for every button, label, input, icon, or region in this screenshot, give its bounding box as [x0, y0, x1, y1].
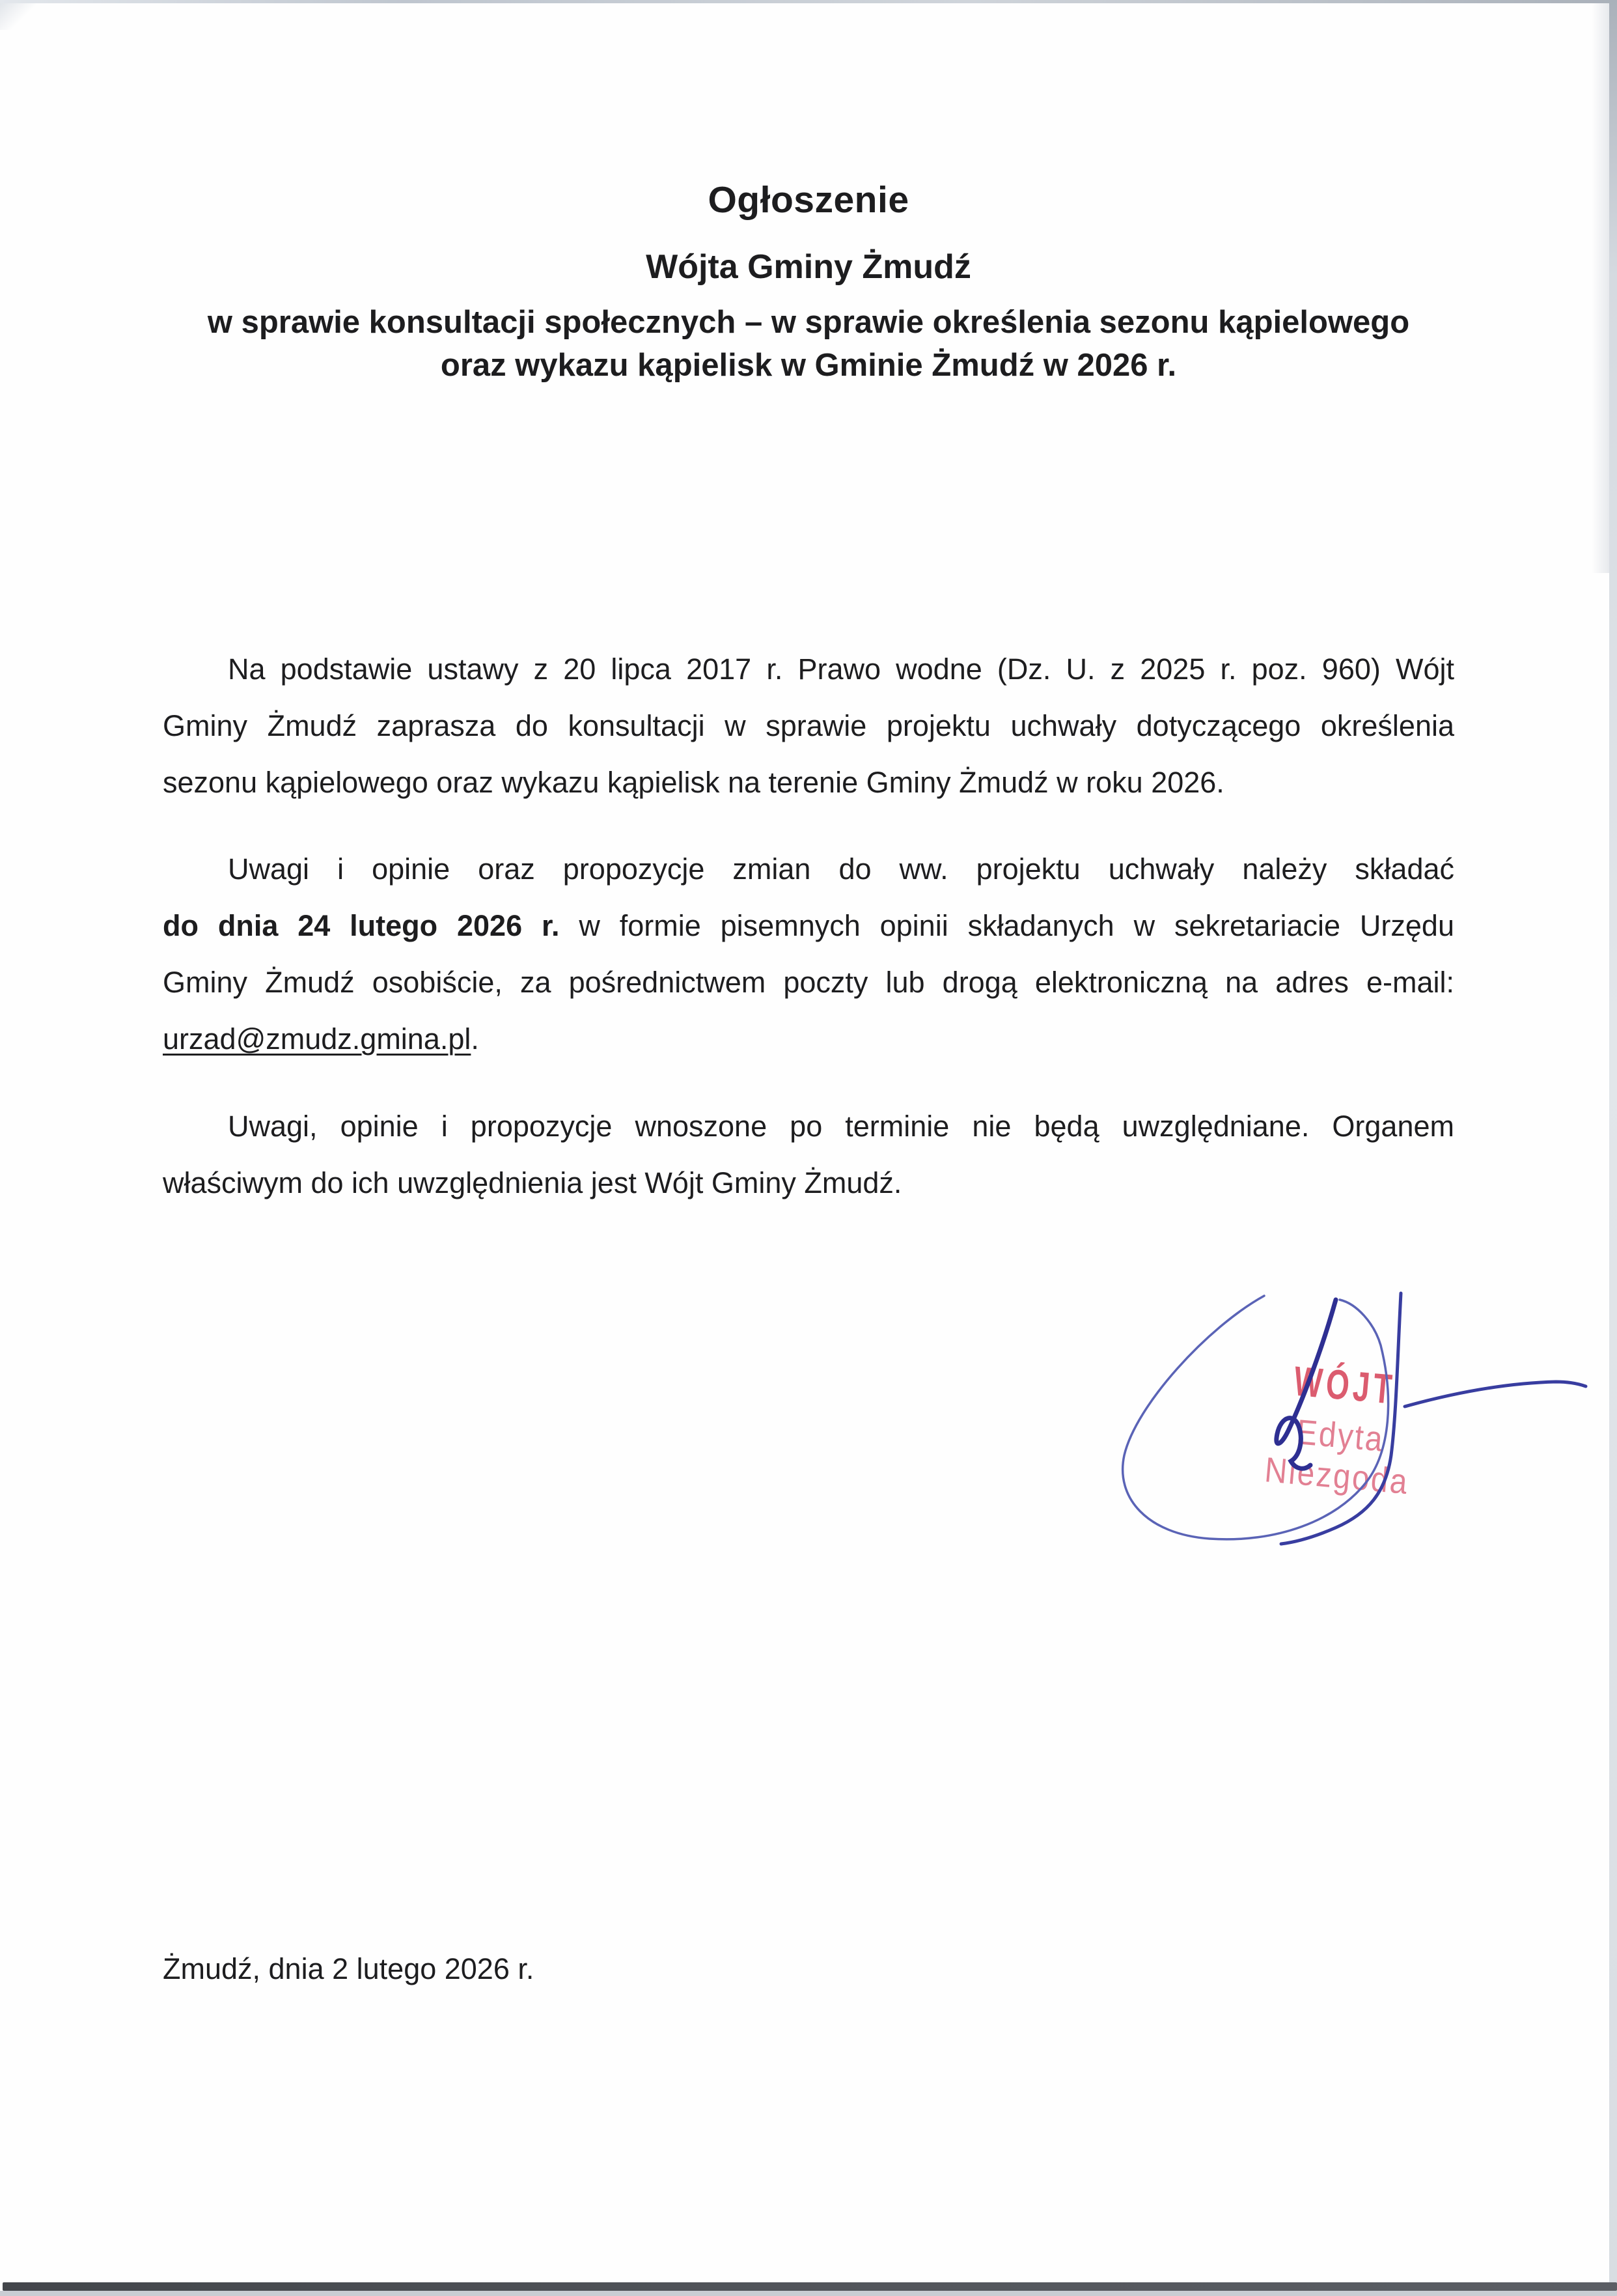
text-line: Gminy Żmudź osobiście, za pośrednictwem poczty lub drogą elektroniczną na adres e-mail: [163, 966, 1454, 999]
scan-edge-right [1609, 0, 1617, 2296]
signature-loop-stroke [1123, 1296, 1389, 1539]
signature-block [1107, 1270, 1588, 1556]
handwritten-signature-ink [1107, 1270, 1588, 1556]
document-title: Ogłoszenie [708, 179, 909, 221]
signature-initials-stroke [1277, 1300, 1336, 1468]
scan-edge-bottom-under [0, 2291, 1617, 2296]
signature-flourish-stroke [1405, 1382, 1586, 1407]
text-line: Uwagi i opinie oraz propozycje zmian do ww. projektu uchwały należy składać [228, 852, 1454, 886]
text-line: do dnia 24 lutego 2026 r. w formie pisemnych opinii składanych w sekretariacie Urzędu [163, 909, 1454, 942]
text-line: Gminy Żmudź zaprasza do konsultacji w sprawie projektu uchwały dotyczącego określenia [163, 709, 1454, 742]
paragraph-submission-instructions [163, 841, 1454, 1067]
text-line: Na podstawie ustawy z 20 lipca 2017 r. Prawo wodne (Dz. U. z 2025 r. poz. 960) Wójt [228, 652, 1454, 686]
paragraph-late-submissions-note [163, 1098, 1454, 1211]
text-line: właściwym do ich uwzględnienia jest Wójt Gminy Żmudź. [163, 1166, 902, 1199]
text-line: urzad@zmudz.gmina.pl. [163, 1022, 479, 1056]
text-line: sezonu kąpielowego oraz wykazu kąpielisk na terenie Gminy Żmudź w roku 2026. [163, 766, 1224, 799]
document-subject-line-1: w sprawie konsultacji społecznych – w sprawie określenia sezonu kąpielowego [207, 305, 1410, 340]
text-line: Uwagi, opinie i propozycje wnoszone po terminie nie będą uwzględniane. Organem [228, 1110, 1454, 1143]
stamp-signer-name: Edyta Niezgoda [1263, 1412, 1411, 1502]
document-subject [163, 301, 1454, 387]
scan-corner-notch [0, 0, 46, 30]
document-subject-line-2: oraz wykazu kąpielisk w Gminie Żmudź w 2026 r. [440, 348, 1177, 383]
document-issuer: Wójta Gminy Żmudź [646, 248, 971, 286]
stamp-title: WÓJT [1292, 1357, 1398, 1413]
dateline: Żmudź, dnia 2 lutego 2026 r. [163, 1952, 534, 1985]
scan-edge-top [0, 0, 1617, 3]
scan-edge-bottom [3, 2282, 1617, 2291]
paragraph-legal-basis [163, 641, 1454, 811]
